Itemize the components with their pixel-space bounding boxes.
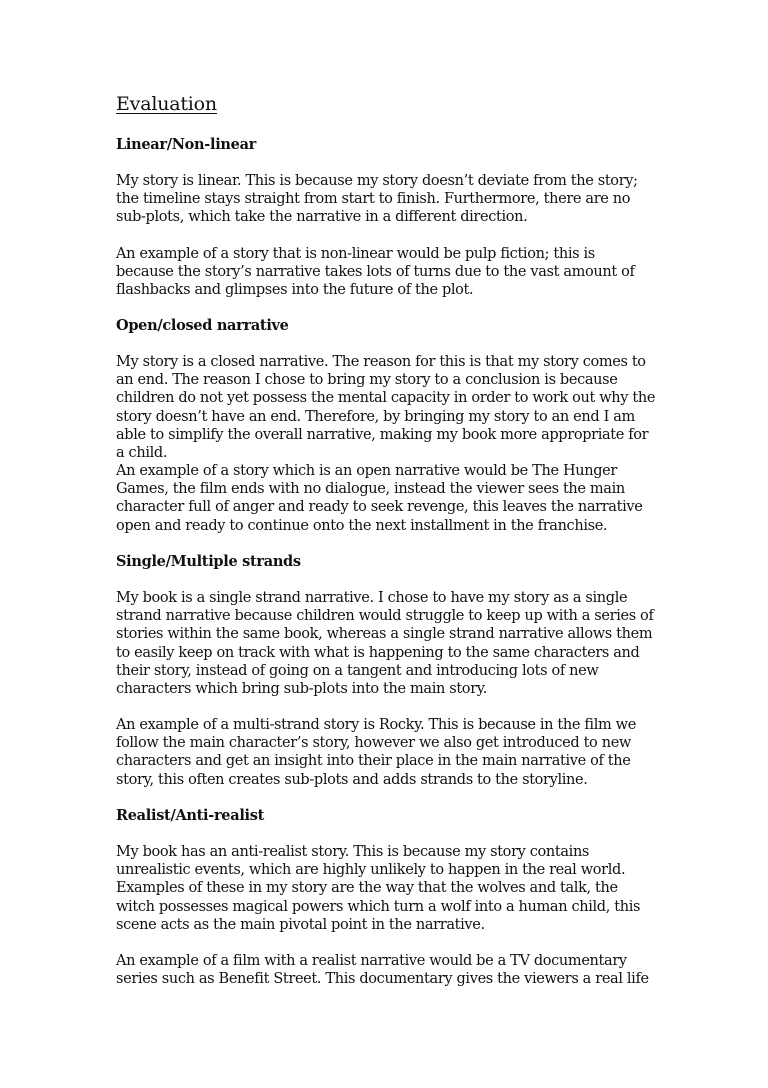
paragraph-text: My book is a single strand narrative. I chose to have my story as a single strand narrative because children would struggle to keep up with a series of stories within the same book, whereas a single strand narrative allows them to easily keep on track with what is happening to the same characters and their story, instead of going on a tangent and introducing lots of new characters which bring sub-plots into the main story. xyxy=(116,590,654,698)
paragraph-text: An example of a multi-strand story is Rocky. This is because in the film we follow the main character’s story, however we also get introduced to new characters and get an insight into their place in the main narrative of the story, this often creates sub-plots and adds strands to the storyline. xyxy=(116,717,636,788)
paragraph xyxy=(116,353,656,462)
section-open-closed xyxy=(116,317,656,335)
paragraph-text: My story is linear. This is because my story doesn’t deviate from the story; the timeline stays straight from start to finish. Furthermore, there are no sub-plots, which take the narrative in a different direction. xyxy=(116,173,638,226)
paragraph xyxy=(116,716,656,789)
paragraph-text: An example of a story that is non-linear would be pulp fiction; this is because the story’s narrative takes lots of turns due to the vast amount of flashbacks and glimpses into the future of the plot. xyxy=(116,246,635,299)
paragraph xyxy=(116,172,656,227)
section-realist xyxy=(116,807,656,825)
page-title: Evaluation xyxy=(116,93,217,115)
section-heading: Open/closed narrative xyxy=(116,317,289,334)
paragraph-text: My story is a closed narrative. The reason for this is that my story comes to an end. The reason I chose to bring my story to a conclusion is because children do not yet possess the mental capacity in order to work out why the story doesn’t have an end. Therefore, by bringing my story to an end I am able to simplify the overall narrative, making my book more appropriate for a child. xyxy=(116,354,656,462)
paragraph xyxy=(116,245,656,300)
paragraph xyxy=(116,462,656,535)
paragraph xyxy=(116,589,656,698)
section-heading: Linear/Non-linear xyxy=(116,136,257,153)
section-heading: Realist/Anti-realist xyxy=(116,807,264,824)
section-linear xyxy=(116,136,656,154)
paragraph xyxy=(116,952,656,988)
section-strands xyxy=(116,553,656,571)
paragraph-text: An example of a film with a realist narrative would be a TV documentary series such as Benefit Street. This documentary gives the viewers a real life xyxy=(116,953,649,988)
paragraph xyxy=(116,843,656,934)
paragraph-text: An example of a story which is an open narrative would be The Hunger Games, the film ends with no dialogue, instead the viewer sees the main character full of anger and ready to seek revenge, this leaves the narrative open and ready to continue onto the next installment in the franchise. xyxy=(116,463,643,534)
paragraph-text: My book has an anti-realist story. This is because my story contains unrealistic events, which are highly unlikely to happen in the real world. Examples of these in my story are the way that the wolves and talk, the witch possesses magical powers which turn a wolf into a human child, this scene acts as the main pivotal point in the narrative. xyxy=(116,844,641,933)
section-heading: Single/Multiple strands xyxy=(116,553,301,570)
